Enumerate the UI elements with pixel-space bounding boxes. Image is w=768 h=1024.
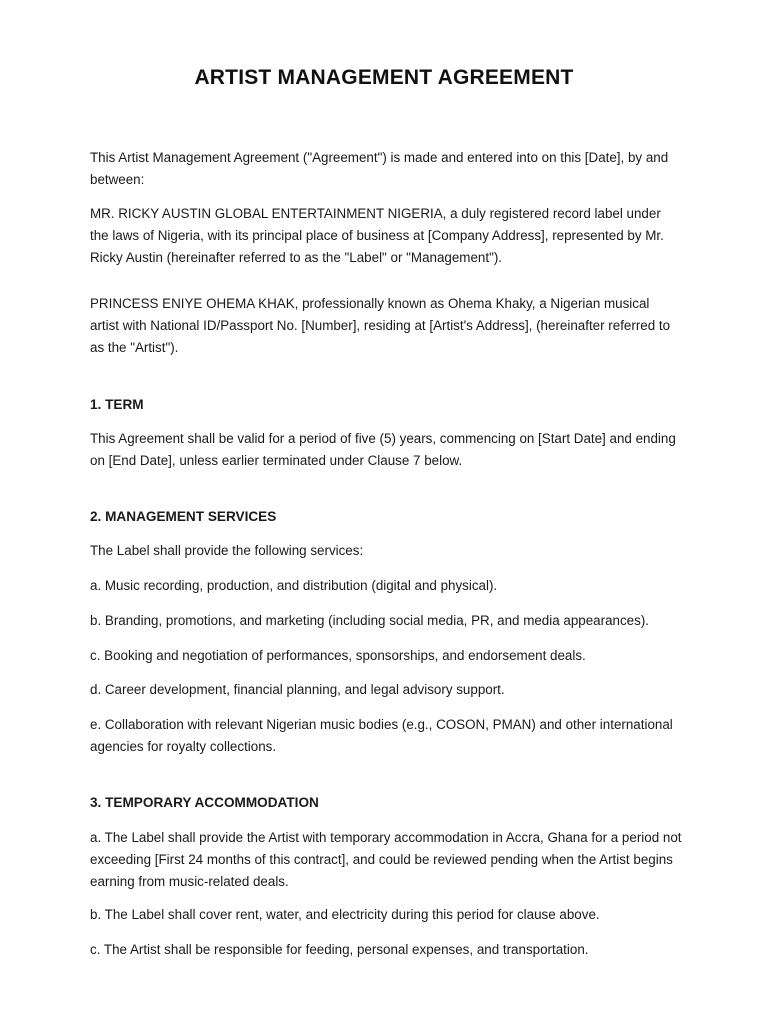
artist-party-paragraph: PRINCESS ENIYE OHEMA KHAK, professionally known as Ohema Khaky, a Nigerian musical artist with National ID/Passport No. [Number], residing at [Artist's Address], (hereinafter referred to as the "Artist").	[90, 296, 671, 355]
services-item-d: d. Career development, financial planning, and legal advisory support.	[90, 682, 505, 697]
accommodation-item-a: a. The Label shall provide the Artist with temporary accommodation in Accra, Ghana for a period not exceeding [First 24 months of this contract], and could be reviewed pending when the Artist begins earning from music-related deals.	[90, 830, 682, 889]
label-party-paragraph: MR. RICKY AUSTIN GLOBAL ENTERTAINMENT NIGERIA, a duly registered record label under the laws of Nigeria, with its principal place of business at [Company Address], represented by Mr. Ricky Austin (hereinafter referred to as the "Label" or "Management").	[90, 206, 664, 265]
accommodation-item-c: c. The Artist shall be responsible for feeding, personal expenses, and transportation.	[90, 942, 589, 957]
services-item-b: b. Branding, promotions, and marketing (including social media, PR, and media appearances).	[90, 613, 649, 628]
services-item-c: c. Booking and negotiation of performances, sponsorships, and endorsement deals.	[90, 648, 586, 663]
section-heading-temporary-accommodation: 3. TEMPORARY ACCOMMODATION	[90, 795, 319, 810]
services-item-a: a. Music recording, production, and distribution (digital and physical).	[90, 578, 498, 593]
term-paragraph: This Agreement shall be valid for a period of five (5) years, commencing on [Start Date] and ending on [End Date], unless earlier terminated under Clause 7 below.	[90, 431, 676, 468]
document-title: ARTIST MANAGEMENT AGREEMENT	[194, 66, 574, 89]
section-heading-management-services: 2. MANAGEMENT SERVICES	[90, 509, 277, 524]
services-item-e: e. Collaboration with relevant Nigerian music bodies (e.g., COSON, PMAN) and other international agencies for royalty collections.	[90, 717, 673, 754]
section-heading-term: 1. TERM	[90, 397, 144, 412]
services-intro-paragraph: The Label shall provide the following services:	[90, 543, 364, 558]
intro-paragraph: This Artist Management Agreement ("Agreement") is made and entered into on this [Date], by and between:	[90, 150, 669, 187]
accommodation-item-b: b. The Label shall cover rent, water, and electricity during this period for clause above.	[90, 907, 600, 922]
